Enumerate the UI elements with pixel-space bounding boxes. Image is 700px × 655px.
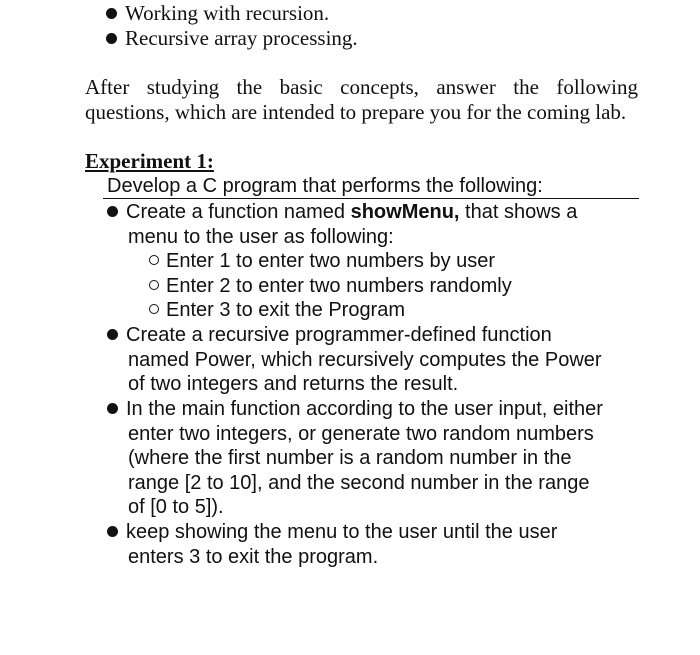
task-bullet: Create a recursive programmer-defined function <box>107 323 552 348</box>
bullet-dot-icon <box>107 403 118 414</box>
bullet-dot-icon <box>107 206 118 217</box>
task-bullet: keep showing the menu to the user until the user <box>107 520 557 545</box>
bullet-ring-icon <box>149 280 159 290</box>
menu-option: Enter 1 to enter two numbers by user <box>149 249 495 274</box>
divider <box>103 198 639 199</box>
task-bullet-cont: menu to the user as following: <box>128 226 394 248</box>
experiment-heading: Experiment 1: <box>85 149 214 173</box>
task-bullet-cont: enters 3 to exit the program. <box>128 546 379 568</box>
task-bullet-cont: named Power, which recursively computes the Power <box>128 349 602 371</box>
intro-paragraph-line: questions, which are intended to prepare you for the coming lab. <box>85 100 627 124</box>
bullet-ring-icon <box>149 304 159 314</box>
intro-bullet: Working with recursion. <box>106 1 329 26</box>
intro-paragraph-line: After studying the basic concepts, answer the following <box>85 75 638 99</box>
experiment-lead: Develop a C program that performs the following: <box>107 175 543 197</box>
bullet-dot-icon <box>106 33 117 44</box>
function-name: showMenu, <box>350 201 460 223</box>
bullet-dot-icon <box>106 8 117 19</box>
bullet-dot-icon <box>107 329 118 340</box>
task-bullet-cont: enter two integers, or generate two random numbers <box>128 423 594 445</box>
task-bullet: In the main function according to the user input, either <box>107 397 603 422</box>
task-bullet-cont: of two integers and returns the result. <box>128 373 459 395</box>
bullet-dot-icon <box>107 526 118 537</box>
task-bullet-cont: (where the first number is a random number in the <box>128 447 572 469</box>
task-bullet-cont: of [0 to 5]). <box>128 496 224 518</box>
task-bullet: Create a function named showMenu, that shows a <box>107 200 577 225</box>
intro-bullet: Recursive array processing. <box>106 26 358 51</box>
task-bullet-cont: range [2 to 10], and the second number in the range <box>128 472 590 494</box>
bullet-ring-icon <box>149 255 159 265</box>
menu-option: Enter 3 to exit the Program <box>149 298 405 323</box>
menu-option: Enter 2 to enter two numbers randomly <box>149 274 512 299</box>
